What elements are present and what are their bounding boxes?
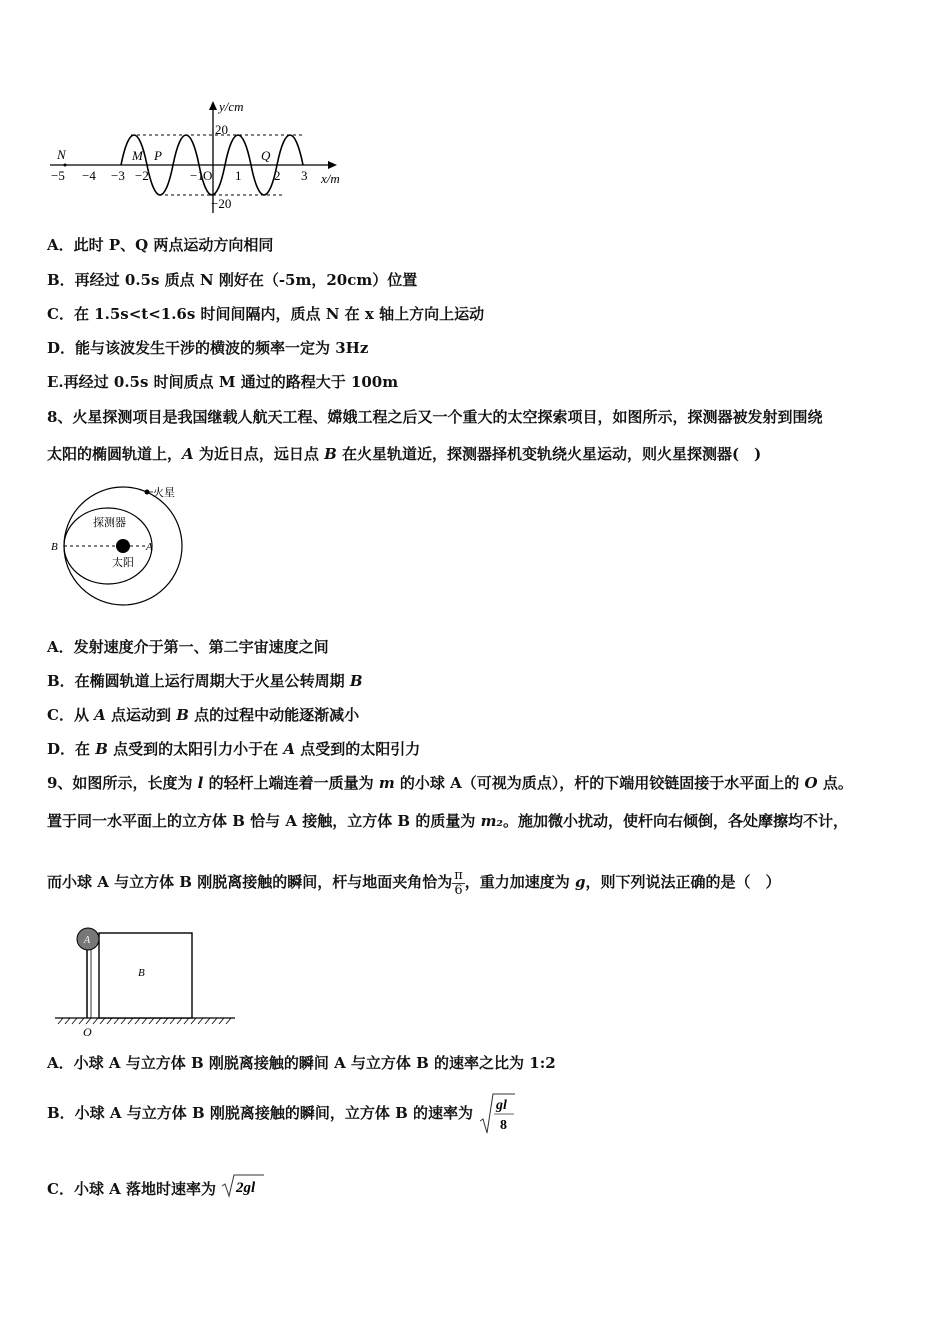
q9-stem-line1 (47, 773, 853, 793)
point-b-symbol: B (324, 445, 337, 463)
x-tick-label: 1 (235, 168, 242, 183)
symbol-m: m (378, 774, 395, 792)
symbol-o: O (804, 774, 818, 792)
text: ，则下列说法正确的是（ ） (585, 873, 781, 891)
q8-option-c (47, 705, 359, 725)
q9-stem-line2 (47, 811, 848, 831)
ground-hatching (58, 1018, 231, 1024)
symbol-m2: m₂ (480, 812, 504, 830)
q7-option-e: E.再经过 0.5s 时间质点 M 通过的路程大于 100m (47, 373, 399, 391)
q8-option-a: A．发射速度介于第一、第二宇宙速度之间 (47, 638, 329, 656)
label-A: A (146, 541, 153, 553)
q7-option-b: B．再经过 0.5s 质点 N 刚好在（-5m，20cm）位置 (47, 271, 418, 289)
x-axis-label: x/m (321, 171, 340, 186)
text: 点运动到 (105, 706, 177, 724)
label-B: B (51, 541, 58, 553)
pivot-label: O (83, 1025, 92, 1039)
denominator: 6 (454, 882, 463, 898)
symbol: B (176, 706, 189, 724)
x-tick-label: −2 (135, 168, 149, 183)
label-N: N (57, 147, 66, 162)
sun-label: 太阳 (112, 557, 134, 569)
y-max-label: 20 (215, 122, 228, 137)
text: 的小球 A（可视为质点），杆的下端用铰链固接于水平面上的 (394, 774, 805, 792)
q8-option-d (47, 739, 420, 759)
q9-stem-line3 (47, 862, 781, 902)
label-P: P (154, 148, 162, 163)
q7-option-c: C．在 1.5s<t<1.6s 时间间隔内，质点 N 在 x 轴上方向上运动 (47, 305, 485, 323)
text: 太阳的椭圆轨道上， (47, 445, 183, 463)
wave-figure (45, 95, 365, 220)
q7-option-d: D．能与该波发生干涉的横波的频率一定为 3Hz (47, 339, 369, 357)
text: C．小球 A 落地时速率为 (47, 1180, 217, 1198)
text: 在火星轨道近，探测器择机变轨绕火星运动，则火星探测器( ) (336, 445, 762, 463)
text: 点的过程中动能逐渐减小 (188, 706, 360, 724)
text: 的轻杆上端连着一质量为 (203, 774, 379, 792)
sqrt-2gl (221, 1172, 265, 1202)
mars-label: 火星 (153, 487, 175, 499)
text: B．在椭圆轨道上运行周期大于火星公转周期 (47, 672, 350, 690)
symbol: A (94, 706, 106, 724)
symbol-g: g (575, 873, 586, 891)
text: 点受到的太阳引力小于在 (107, 740, 284, 758)
text: 点。 (817, 774, 853, 792)
text: 而小球 A 与立方体 B 刚脱离接触的瞬间，杆与地面夹角恰为 (47, 873, 453, 891)
symbol: B (95, 740, 108, 758)
denominator: 8 (500, 1118, 508, 1133)
sqrt-gl-over-8 (478, 1091, 516, 1137)
orbit-figure (45, 480, 195, 610)
q8-stem-line2 (47, 444, 761, 464)
point-a-symbol: A (182, 445, 194, 463)
text: 点受到的太阳引力 (295, 740, 421, 758)
y-min-label: −20 (211, 196, 232, 211)
q8-option-b (47, 671, 363, 691)
q9-option-a: A．小球 A 与立方体 B 刚脱离接触的瞬间 A 与立方体 B 的速率之比为 1:2 (47, 1054, 556, 1072)
q9-option-b (47, 1090, 516, 1136)
rod-cube-figure (50, 925, 240, 1040)
x-tick-label: −5 (51, 168, 65, 183)
x-tick-label: O (203, 168, 213, 183)
text: 置于同一水平面上的立方体 B 恰与 A 接触，立方体 B 的质量为 (47, 812, 481, 830)
cube-B (99, 933, 192, 1018)
q8-stem-line1: 8、火星探测项目是我国继载人航天工程、嫦娥工程之后又一个重大的太空探索项目，如图所示，探测器被发射到围绕 (47, 408, 823, 426)
radicand: 2gl (236, 1180, 256, 1196)
symbol-l: l (197, 774, 204, 792)
q7-option-a: A．此时 P、Q 两点运动方向相同 (47, 236, 274, 254)
text: 9、如图所示，长度为 (47, 774, 198, 792)
q9-option-c (47, 1172, 265, 1206)
ball-label: A (84, 935, 91, 946)
x-axis-arrow (328, 161, 337, 169)
x-tick-label: −3 (111, 168, 125, 183)
sun (116, 539, 130, 553)
label-M: M (132, 148, 143, 163)
numerator: π (454, 867, 463, 883)
x-tick-label: 2 (274, 168, 281, 183)
symbol: A (283, 740, 296, 758)
text: 。施加微小扰动，使杆向右倾倒，各处摩擦均不计， (503, 812, 849, 830)
numerator: gl (496, 1098, 508, 1113)
symbol: B (349, 672, 363, 690)
x-tick-label: −1 (190, 168, 204, 183)
cube-label: B (138, 967, 145, 979)
x-tick-label: −4 (82, 168, 96, 183)
text: 为近日点，远日点 (193, 445, 325, 463)
x-tick-label: 3 (301, 168, 308, 183)
text: C．从 (47, 706, 95, 724)
text: B．小球 A 与立方体 B 刚脱离接触的瞬间，立方体 B 的速率为 (47, 1104, 474, 1122)
probe-label: 探测器 (93, 517, 126, 529)
fraction-pi-over-6 (452, 869, 465, 898)
text: ，重力加速度为 (464, 873, 575, 891)
point-N (64, 164, 67, 167)
y-axis-label: y/cm (219, 99, 244, 114)
label-Q: Q (261, 148, 271, 163)
x-tick-labels (51, 168, 308, 183)
y-axis-arrow (209, 101, 217, 110)
text: D．在 (47, 740, 96, 758)
